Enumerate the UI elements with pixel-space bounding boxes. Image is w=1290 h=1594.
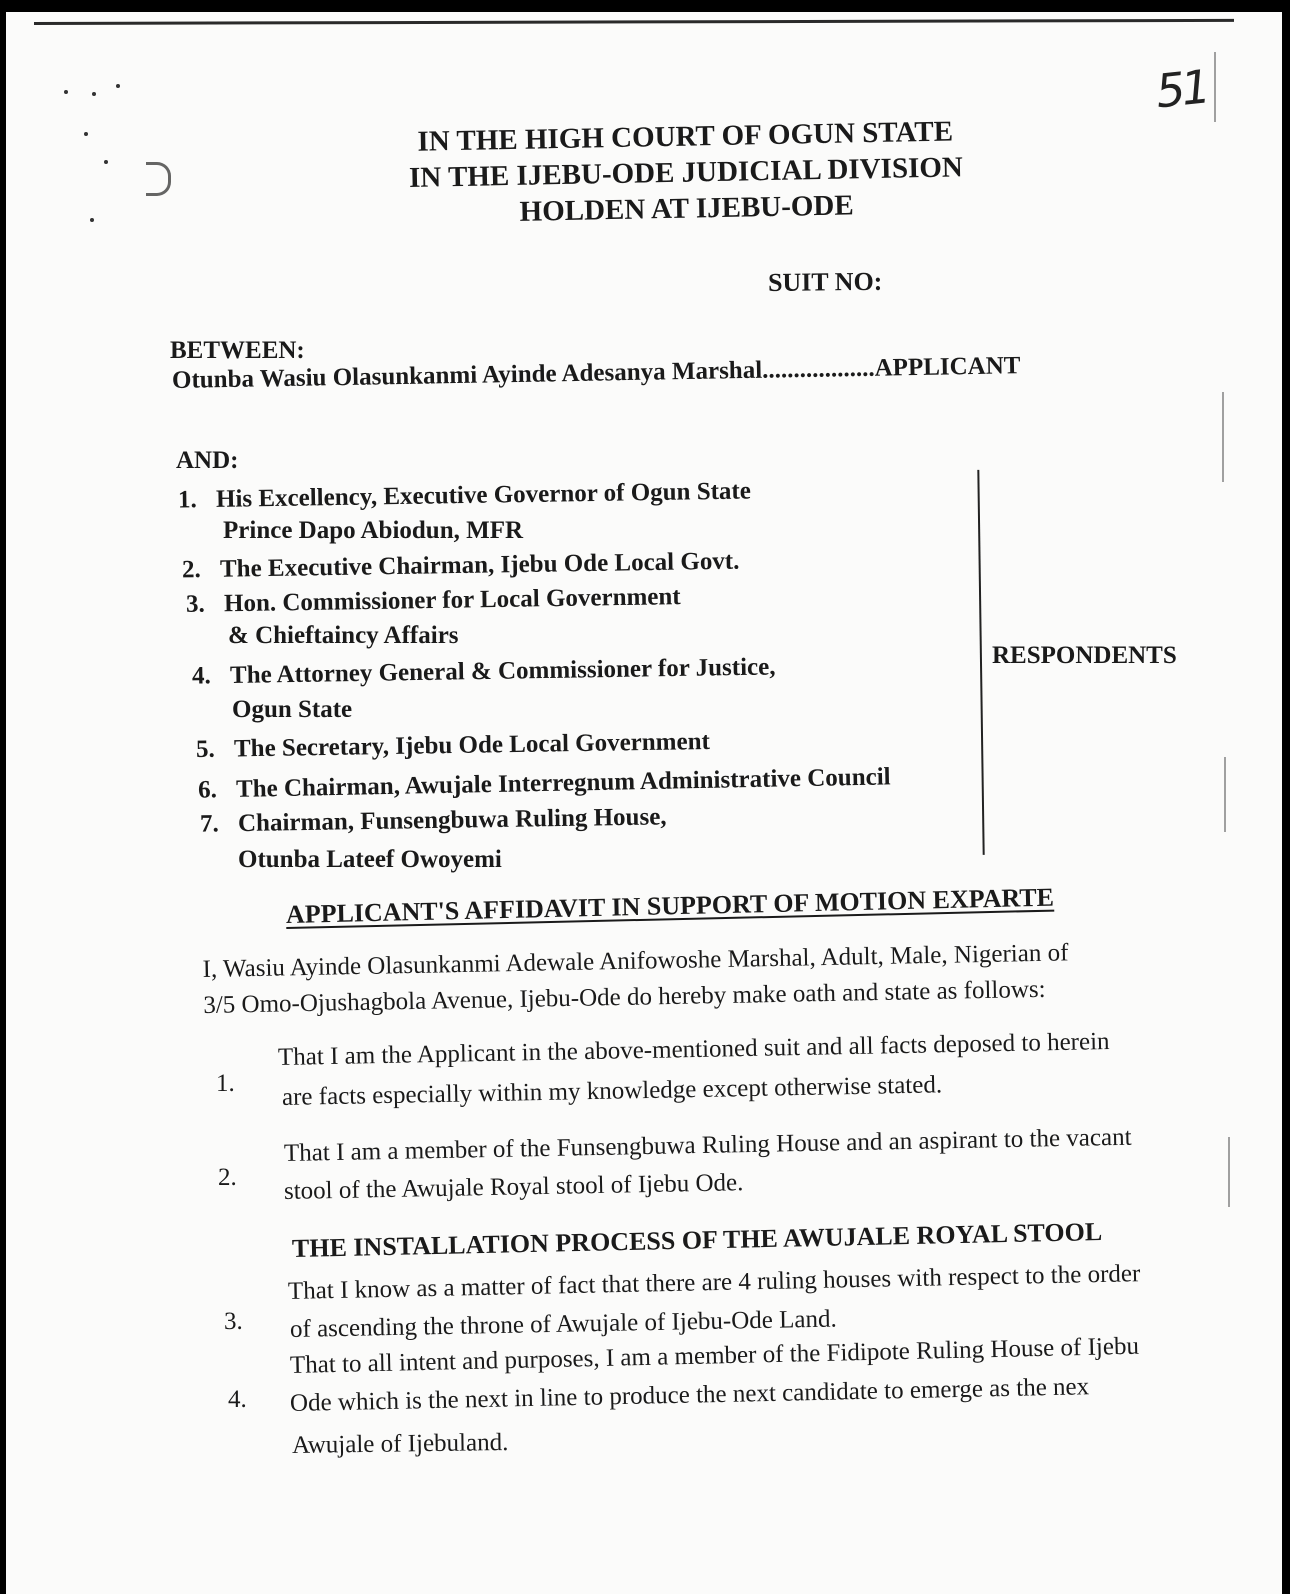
respondent-continuation: Otunba Lateef Owoyemi [238, 846, 502, 873]
respondent-item [178, 478, 751, 515]
respondent-item [196, 728, 710, 764]
pen-scribble [146, 162, 171, 196]
paragraph-number: 3. [224, 1308, 243, 1335]
intro-line: I, Wasiu Ayinde Olasunkanmi Adewale Anifowoshe Marshal, Adult, Male, Nigerian of [202, 939, 1069, 984]
scan-speck [92, 92, 96, 96]
scan-speck [104, 160, 108, 164]
margin-mark [1228, 1137, 1230, 1207]
affidavit-title: APPLICANT'S AFFIDAVIT IN SUPPORT OF MOTION EXPARTE [285, 882, 1055, 929]
paragraph-line: That I know as a matter of fact that there are 4 ruling houses with respect to the order [287, 1260, 1141, 1305]
margin-mark [1224, 757, 1226, 832]
court-header-line: IN THE IJEBU-ODE JUDICIAL DIVISION [408, 151, 964, 194]
respondents-bracket [963, 470, 984, 855]
paragraph-line: That to all intent and purposes, I am a member of the Fidipote Ruling House of Ijebu [289, 1332, 1140, 1379]
respondent-item [182, 548, 740, 585]
respondent-number: 1. [177, 486, 197, 514]
respondent-item [192, 653, 776, 690]
respondents-label: RESPONDENTS [992, 642, 1177, 669]
margin-mark [1222, 392, 1224, 482]
handwritten-page-number: 51 [1153, 59, 1210, 119]
court-header-line: IN THE HIGH COURT OF OGUN STATE [417, 115, 954, 158]
scan-speck [116, 84, 120, 88]
respondent-text: The Secretary, Ijebu Ode Local Government [233, 727, 711, 763]
respondent-number: 5. [195, 735, 215, 764]
applicant-name: Otunba Wasiu Olasunkanmi Ayinde Adesanya Marshal [171, 356, 763, 394]
respondent-number: 4. [191, 662, 211, 690]
top-rule [34, 19, 1234, 25]
respondent-number: 3. [185, 590, 205, 618]
respondent-text: The Executive Chairman, Ijebu Ode Local Govt. [219, 547, 740, 583]
between-label: BETWEEN: [170, 337, 305, 364]
respondent-number: 7. [199, 810, 219, 838]
scan-speck [84, 132, 88, 136]
paragraph-number: 1. [216, 1070, 235, 1097]
respondent-item [200, 803, 667, 838]
respondent-text: The Attorney General & Commissioner for Justice, [229, 653, 776, 689]
paragraph-line: That I am the Applicant in the above-mentioned suit and all facts deposed to herein [277, 1028, 1110, 1071]
paragraph-line: Ode which is the next in line to produce the next candidate to emerge as the nex [289, 1373, 1090, 1417]
respondent-item [198, 763, 891, 804]
paragraph-number: 4. [228, 1386, 247, 1413]
respondent-number: 6. [197, 776, 218, 804]
document-page [6, 12, 1282, 1594]
court-header [405, 113, 967, 232]
scan-speck [90, 218, 94, 222]
deponent-intro [202, 935, 1069, 1024]
paragraph-line: of ascending the throne of Awujale of Ijebu-Ode Land. [289, 1305, 837, 1343]
section-heading: THE INSTALLATION PROCESS OF THE AWUJALE ROYAL STOOL [291, 1217, 1103, 1263]
applicant-line [172, 349, 1192, 395]
respondent-continuation: Prince Dapo Abiodun, MFR [223, 517, 524, 544]
suit-number-label: SUIT NO: [767, 266, 883, 297]
paragraph-line: That I am a member of the Funsengbuwa Ruling House and an aspirant to the vacant [283, 1123, 1132, 1167]
applicant-role: APPLICANT [874, 352, 1021, 382]
respondent-continuation: Ogun State [232, 696, 353, 723]
respondent-text: Hon. Commissioner for Local Government [223, 583, 681, 618]
paragraph-line: stool of the Awujale Royal stool of Ijebu Ode. [283, 1169, 744, 1205]
respondent-number: 2. [181, 556, 201, 584]
respondent-item [186, 583, 681, 619]
margin-mark [1214, 52, 1216, 122]
paragraph-number: 2. [218, 1164, 237, 1191]
respondent-text: Chairman, Funsengbuwa Ruling House, [237, 803, 667, 838]
respondent-text: His Excellency, Executive Governor of Ogun State [215, 477, 752, 513]
paragraph-line: are facts especially within my knowledge except otherwise stated. [281, 1071, 943, 1111]
court-header-line: HOLDEN AT IJEBU-ODE [519, 189, 854, 228]
and-label: AND: [176, 447, 239, 474]
respondent-text: The Chairman, Awujale Interregnum Administrative Council [235, 763, 891, 803]
respondent-continuation: & Chieftaincy Affairs [228, 622, 459, 649]
intro-line: 3/5 Omo-Ojushagbola Avenue, Ijebu-Ode do hereby make oath and state as follows: [203, 975, 1046, 1019]
leader-dots: .................. [761, 354, 875, 384]
paragraph-line: Awujale of Ijebuland. [291, 1428, 509, 1459]
scan-speck [64, 90, 68, 94]
